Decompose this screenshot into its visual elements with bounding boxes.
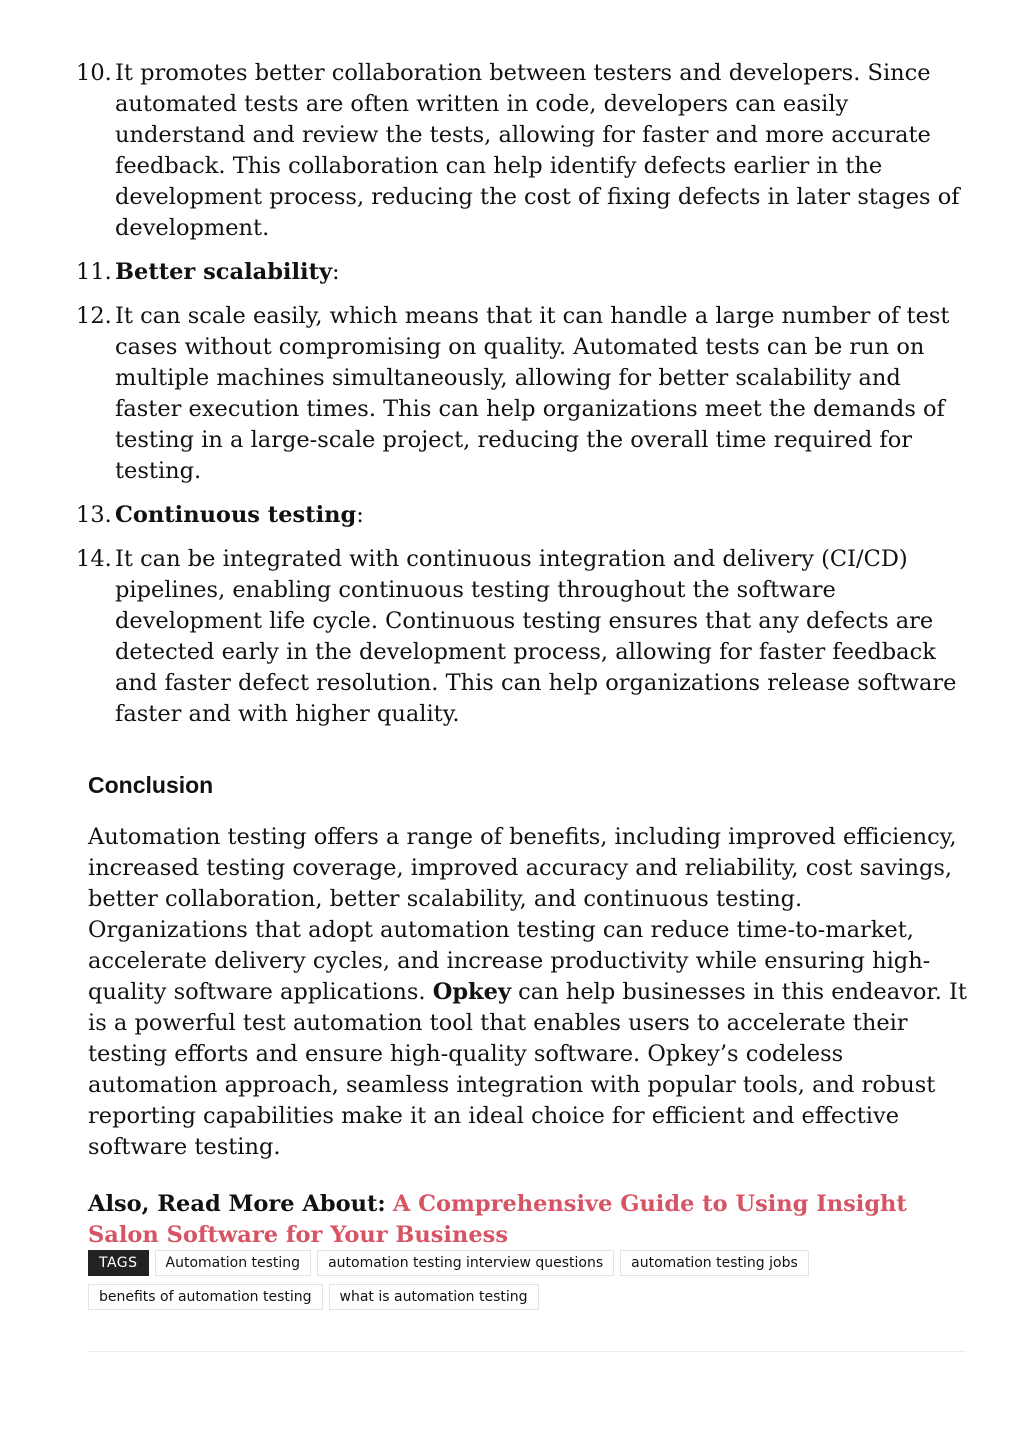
article-body [76,58,968,1251]
list-item-heading: Continuous testing [115,502,357,528]
list-item [76,58,968,244]
read-more-paragraph [88,1189,968,1251]
tag-link[interactable]: automation testing jobs [620,1250,809,1276]
read-more-link[interactable]: A Comprehensive Guide to Using Insight Salon Software for Your Business [88,1191,907,1248]
list-item-text: It can be integrated with continuous integration and delivery (CI/CD) pipelines, enabling continuous testing throughout the software development life cycle. Continuous testing ensures that any defects are detected early in the development process, allowing for faster feedback and faster defect resolution. This can help organizations release software faster and with higher quality. [115,546,957,727]
list-number: 11. [76,259,112,285]
list-item [76,500,968,531]
conclusion-text-start: Automation testing offers a range of benefits, including improved efficiency, increased testing coverage, improved accuracy and reliability, cost savings, better collaboration, better scalability, and continuous testing. Organizations that adopt automation testing can reduce time-to-market, accelerate delivery cycles, and increase productivity while ensuring high-quality software applications. [88,824,957,1005]
list-item-text: It promotes better collaboration between testers and developers. Since automated tests are often written in code, developers can easily understand and review the tests, allowing for faster and more accurate feedback. This collaboration can help identify defects earlier in the development process, reducing the cost of fixing defects in later stages of development. [115,60,960,241]
benefits-list [76,58,968,730]
list-item-suffix: : [332,259,340,285]
conclusion-paragraph [88,822,968,1163]
list-item-text: It can scale easily, which means that it can handle a large number of test cases without compromising on quality. Automated tests can be run on multiple machines simultaneously, allowing for better scalability and faster execution times. This can help organizations meet the demands of testing in a large-scale project, reducing the overall time required for testing. [115,303,950,484]
tag-link[interactable]: automation testing interview questions [317,1250,614,1276]
list-number: 12. [76,303,112,329]
list-item [76,301,968,487]
list-item [76,544,968,730]
tags-section [88,1250,968,1310]
tag-link[interactable]: what is automation testing [329,1284,539,1310]
tag-link[interactable]: Automation testing [155,1250,312,1276]
list-number: 10. [76,60,112,86]
list-number: 14. [76,546,112,572]
section-divider [88,1351,966,1352]
read-more-lead: Also, Read More About: [88,1191,386,1217]
opkey-brand-name: Opkey [432,979,512,1005]
conclusion-heading: Conclusion [88,772,214,798]
list-item-heading: Better scalability [115,259,333,285]
list-item [76,257,968,288]
tags-label: TAGS [88,1250,149,1276]
list-item-suffix: : [356,502,364,528]
list-number: 13. [76,502,112,528]
conclusion-text-end: can help businesses in this endeavor. It is a powerful test automation tool that enables users to accelerate their testing efforts and ensure high-quality software. Opkey’s codeless automation approach, seamless integration with popular tools, and robust reporting capabilities make it an ideal choice for efficient and effective software testing. [88,979,967,1160]
tag-link[interactable]: benefits of automation testing [88,1284,323,1310]
